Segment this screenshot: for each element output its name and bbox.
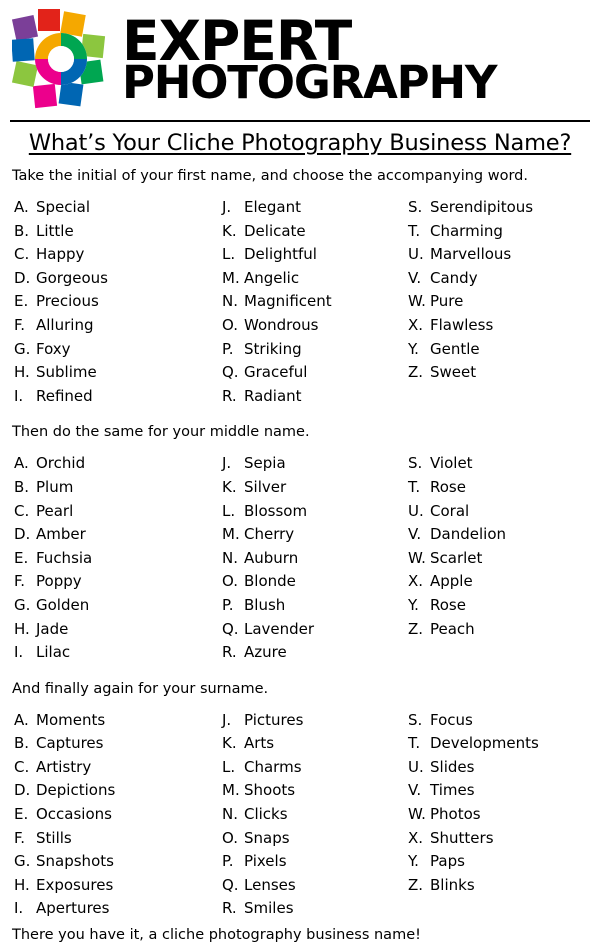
list-item-letter: F. bbox=[14, 315, 25, 334]
list-item-word: Arts bbox=[244, 734, 275, 753]
list-item-letter: P. bbox=[222, 595, 234, 614]
list-item-letter: O. bbox=[222, 828, 238, 847]
list-item-letter: U. bbox=[408, 245, 424, 264]
list-item-word: Dandelion bbox=[430, 525, 507, 544]
list-item-word: Lenses bbox=[244, 875, 296, 894]
list-item-word: Pearl bbox=[36, 501, 74, 520]
header-divider bbox=[10, 120, 590, 122]
list-item-letter: D. bbox=[14, 268, 31, 287]
list-item bbox=[222, 196, 408, 220]
list-item-letter: E. bbox=[14, 805, 29, 824]
list-item-letter: Y. bbox=[408, 595, 419, 614]
list-item-word: Foxy bbox=[36, 339, 71, 358]
list-item bbox=[408, 500, 588, 524]
list-item-letter: W. bbox=[408, 292, 426, 311]
list-item-word: Sepia bbox=[244, 454, 286, 473]
list-item-letter: D. bbox=[14, 525, 31, 544]
list-item-letter: E. bbox=[14, 292, 29, 311]
word-column bbox=[408, 709, 588, 921]
list-item bbox=[222, 267, 408, 291]
list-item-word: Depictions bbox=[36, 781, 116, 800]
list-item-word: Amber bbox=[36, 525, 86, 544]
list-item bbox=[14, 779, 222, 803]
list-item-letter: X. bbox=[408, 315, 424, 334]
word-column bbox=[222, 709, 408, 921]
list-item bbox=[222, 732, 408, 756]
list-item-letter: A. bbox=[14, 454, 29, 473]
list-item-word: Developments bbox=[430, 734, 539, 753]
list-item bbox=[14, 756, 222, 780]
word-list-middle-name bbox=[10, 452, 590, 664]
list-item bbox=[14, 220, 222, 244]
list-item bbox=[222, 361, 408, 385]
list-item-letter: T. bbox=[408, 734, 421, 753]
list-item-letter: B. bbox=[14, 734, 30, 753]
list-item-word: Wondrous bbox=[244, 315, 319, 334]
list-item bbox=[408, 618, 588, 642]
list-item-word: Rose bbox=[430, 477, 466, 496]
list-item-word: Golden bbox=[36, 595, 90, 614]
list-item bbox=[14, 290, 222, 314]
brand-line-2: PHOTOGRAPHY bbox=[122, 56, 497, 110]
list-item-word: Poppy bbox=[36, 572, 82, 591]
list-item-letter: T. bbox=[408, 221, 421, 240]
list-item bbox=[408, 803, 588, 827]
list-item-letter: G. bbox=[14, 852, 31, 871]
list-item-word: Snapshots bbox=[36, 852, 114, 871]
list-item-word: Orchid bbox=[36, 454, 86, 473]
list-item bbox=[408, 196, 588, 220]
list-item-letter: L. bbox=[222, 245, 236, 264]
list-item bbox=[222, 523, 408, 547]
list-item-word: Pixels bbox=[244, 852, 287, 871]
color-wheel-squares-icon bbox=[12, 9, 116, 113]
list-item-letter: N. bbox=[222, 548, 238, 567]
list-item-letter: G. bbox=[14, 595, 31, 614]
list-item-word: Sweet bbox=[430, 363, 477, 382]
word-column bbox=[222, 196, 408, 408]
list-item-word: Blush bbox=[244, 595, 286, 614]
word-list-surname bbox=[10, 709, 590, 921]
list-item-word: Lavender bbox=[244, 619, 315, 638]
list-item-letter: M. bbox=[222, 525, 240, 544]
list-item-word: Snaps bbox=[244, 828, 290, 847]
list-item-word: Plum bbox=[36, 477, 74, 496]
list-item-word: Blonde bbox=[244, 572, 296, 591]
list-item-letter: U. bbox=[408, 501, 424, 520]
list-item-letter: Q. bbox=[222, 875, 239, 894]
list-item bbox=[14, 827, 222, 851]
list-item-letter: K. bbox=[222, 221, 237, 240]
list-item-letter: Q. bbox=[222, 363, 239, 382]
list-item-word: Cherry bbox=[244, 525, 295, 544]
list-item-letter: I. bbox=[14, 899, 24, 918]
word-column bbox=[10, 452, 222, 664]
list-item-letter: Y. bbox=[408, 852, 419, 871]
list-item-letter: K. bbox=[222, 734, 237, 753]
list-item bbox=[222, 452, 408, 476]
instruction-first-name: Take the initial of your first name, and choose the accompanying word. bbox=[12, 168, 528, 184]
list-item-letter: M. bbox=[222, 268, 240, 287]
list-item-word: Coral bbox=[430, 501, 470, 520]
list-item bbox=[408, 709, 588, 733]
list-item-word: Sublime bbox=[36, 363, 97, 382]
list-item bbox=[408, 547, 588, 571]
list-item bbox=[14, 709, 222, 733]
list-item-word: Lilac bbox=[36, 643, 71, 662]
list-item bbox=[408, 243, 588, 267]
list-item bbox=[14, 500, 222, 524]
list-item bbox=[14, 641, 222, 665]
list-item bbox=[408, 338, 588, 362]
list-item-letter: K. bbox=[222, 477, 237, 496]
list-item bbox=[408, 290, 588, 314]
list-item-word: Delightful bbox=[244, 245, 317, 264]
list-item bbox=[408, 594, 588, 618]
list-item-word: Focus bbox=[430, 710, 473, 729]
list-item-word: Magnificent bbox=[244, 292, 332, 311]
list-item-letter: V. bbox=[408, 268, 422, 287]
list-item bbox=[222, 709, 408, 733]
list-item-letter: F. bbox=[14, 572, 25, 591]
list-item bbox=[222, 803, 408, 827]
list-item-word: Radiant bbox=[244, 386, 302, 405]
list-item-word: Delicate bbox=[244, 221, 306, 240]
list-item bbox=[14, 243, 222, 267]
list-item bbox=[222, 290, 408, 314]
list-item bbox=[14, 594, 222, 618]
list-item bbox=[14, 618, 222, 642]
list-item bbox=[14, 338, 222, 362]
list-item bbox=[222, 243, 408, 267]
list-item-word: Alluring bbox=[36, 315, 94, 334]
list-item-word: Pure bbox=[430, 292, 464, 311]
list-item-word: Shutters bbox=[430, 828, 494, 847]
list-item bbox=[408, 874, 588, 898]
list-item-letter: S. bbox=[408, 454, 423, 473]
word-column bbox=[408, 196, 588, 408]
list-item-word: Jade bbox=[36, 619, 69, 638]
list-item-letter: W. bbox=[408, 548, 426, 567]
list-item-letter: A. bbox=[14, 710, 29, 729]
list-item bbox=[14, 874, 222, 898]
list-item-word: Violet bbox=[430, 454, 473, 473]
list-item bbox=[408, 850, 588, 874]
list-item bbox=[222, 618, 408, 642]
list-item-word: Angelic bbox=[244, 268, 300, 287]
list-item-word: Occasions bbox=[36, 805, 112, 824]
list-item-letter: P. bbox=[222, 852, 234, 871]
list-item-letter: U. bbox=[408, 757, 424, 776]
list-item-word: Striking bbox=[244, 339, 302, 358]
list-item bbox=[408, 220, 588, 244]
list-item bbox=[222, 594, 408, 618]
list-item-word: Captures bbox=[36, 734, 104, 753]
list-item-letter: T. bbox=[408, 477, 421, 496]
list-item bbox=[222, 827, 408, 851]
word-column bbox=[10, 709, 222, 921]
list-item-word: Charming bbox=[430, 221, 503, 240]
list-item bbox=[408, 476, 588, 500]
word-column bbox=[222, 452, 408, 664]
list-item-word: Auburn bbox=[244, 548, 299, 567]
list-item-letter: N. bbox=[222, 805, 238, 824]
list-item-word: Gorgeous bbox=[36, 268, 108, 287]
list-item-letter: J. bbox=[222, 454, 232, 473]
list-item-letter: J. bbox=[222, 198, 232, 216]
list-item bbox=[222, 547, 408, 571]
list-item bbox=[408, 732, 588, 756]
list-item-letter: H. bbox=[14, 363, 30, 382]
list-item bbox=[14, 523, 222, 547]
list-item-word: Refined bbox=[36, 386, 93, 405]
list-item-word: Blossom bbox=[244, 501, 308, 520]
list-item-word: Happy bbox=[36, 245, 85, 264]
list-item-word: Pictures bbox=[244, 710, 304, 729]
list-item-word: Charms bbox=[244, 757, 302, 776]
list-item-letter: I. bbox=[14, 386, 24, 405]
list-item-word: Photos bbox=[430, 805, 481, 824]
list-item-word: Peach bbox=[430, 619, 475, 638]
word-column bbox=[10, 196, 222, 408]
list-item-word: Stills bbox=[36, 828, 72, 847]
list-item-letter: P. bbox=[222, 339, 234, 358]
list-item-word: Marvellous bbox=[430, 245, 512, 264]
list-item bbox=[222, 570, 408, 594]
instruction-middle-name: Then do the same for your middle name. bbox=[12, 424, 310, 441]
list-item bbox=[408, 570, 588, 594]
list-item-word: Rose bbox=[430, 595, 466, 614]
list-item-word: Fuchsia bbox=[36, 548, 93, 567]
list-item bbox=[222, 641, 408, 665]
list-item-letter: A. bbox=[14, 198, 29, 216]
list-item-letter: Z. bbox=[408, 619, 424, 638]
list-item-word: Apertures bbox=[36, 899, 110, 918]
list-item-letter: S. bbox=[408, 710, 423, 729]
list-item-letter: W. bbox=[408, 805, 426, 824]
list-item-word: Slides bbox=[430, 757, 475, 776]
list-item-word: Special bbox=[36, 198, 91, 216]
list-item bbox=[222, 385, 408, 409]
list-item bbox=[14, 476, 222, 500]
list-item-letter: C. bbox=[14, 501, 30, 520]
list-item-letter: V. bbox=[408, 525, 422, 544]
list-item bbox=[222, 874, 408, 898]
list-item bbox=[408, 267, 588, 291]
list-item-letter: H. bbox=[14, 875, 30, 894]
list-item-word: Little bbox=[36, 221, 74, 240]
list-item-word: Elegant bbox=[244, 198, 301, 216]
list-item-word: Gentle bbox=[430, 339, 480, 358]
list-item-letter: L. bbox=[222, 501, 236, 520]
footer-text: There you have it, a cliche photography business name! bbox=[12, 927, 421, 944]
list-item-letter: Q. bbox=[222, 619, 239, 638]
list-item-word: Moments bbox=[36, 710, 106, 729]
list-item-word: Candy bbox=[430, 268, 478, 287]
list-item-letter: X. bbox=[408, 572, 424, 591]
list-item-letter: D. bbox=[14, 781, 31, 800]
list-item-letter: R. bbox=[222, 899, 237, 918]
list-item bbox=[14, 196, 222, 220]
list-item-letter: I. bbox=[14, 643, 24, 662]
list-item bbox=[14, 570, 222, 594]
word-list-first-name bbox=[10, 196, 590, 408]
list-item bbox=[14, 803, 222, 827]
list-item bbox=[222, 314, 408, 338]
site-header bbox=[10, 0, 590, 118]
list-item-letter: L. bbox=[222, 757, 236, 776]
list-item bbox=[14, 850, 222, 874]
list-item-word: Precious bbox=[36, 292, 99, 311]
list-item-word: Shoots bbox=[244, 781, 296, 800]
list-item-word: Smiles bbox=[244, 899, 294, 918]
list-item bbox=[222, 476, 408, 500]
list-item-letter: M. bbox=[222, 781, 240, 800]
list-item bbox=[408, 827, 588, 851]
list-item bbox=[222, 756, 408, 780]
list-item bbox=[408, 756, 588, 780]
list-item-word: Flawless bbox=[430, 315, 494, 334]
list-item-letter: G. bbox=[14, 339, 31, 358]
list-item-word: Paps bbox=[430, 852, 465, 871]
list-item-letter: C. bbox=[14, 245, 30, 264]
list-item-letter: E. bbox=[14, 548, 29, 567]
list-item bbox=[14, 732, 222, 756]
list-item-letter: R. bbox=[222, 386, 237, 405]
brand-line-1: EXPERT bbox=[122, 9, 352, 73]
list-item-letter: F. bbox=[14, 828, 25, 847]
list-item-word: Blinks bbox=[430, 875, 475, 894]
list-item-letter: O. bbox=[222, 572, 238, 591]
instruction-surname: And finally again for your surname. bbox=[12, 680, 269, 697]
list-item bbox=[222, 338, 408, 362]
list-item bbox=[408, 452, 588, 476]
list-item bbox=[14, 314, 222, 338]
list-item bbox=[408, 314, 588, 338]
list-item bbox=[222, 850, 408, 874]
list-item-letter: R. bbox=[222, 643, 237, 662]
list-item bbox=[14, 361, 222, 385]
list-item-word: Apple bbox=[430, 572, 473, 591]
list-item-letter: Z. bbox=[408, 875, 424, 894]
brand-wordmark bbox=[122, 9, 497, 110]
list-item-letter: J. bbox=[222, 710, 232, 729]
list-item-word: Times bbox=[430, 781, 475, 800]
list-item-word: Exposures bbox=[36, 875, 114, 894]
list-item bbox=[14, 267, 222, 291]
list-item-word: Serendipitous bbox=[430, 198, 534, 216]
list-item-letter: S. bbox=[408, 198, 423, 216]
list-item bbox=[408, 779, 588, 803]
list-item-word: Scarlet bbox=[430, 548, 483, 567]
list-item bbox=[408, 523, 588, 547]
list-item bbox=[222, 500, 408, 524]
list-item bbox=[14, 452, 222, 476]
list-item bbox=[222, 779, 408, 803]
list-item-word: Artistry bbox=[36, 757, 92, 776]
list-item bbox=[14, 385, 222, 409]
list-item bbox=[14, 897, 222, 921]
list-item-word: Graceful bbox=[244, 363, 308, 382]
list-item-letter: H. bbox=[14, 619, 30, 638]
list-item bbox=[222, 220, 408, 244]
list-item-letter: B. bbox=[14, 477, 30, 496]
list-item-letter: Z. bbox=[408, 363, 424, 382]
page-title: What’s Your Cliche Photography Business Name? bbox=[28, 130, 572, 156]
list-item-word: Clicks bbox=[244, 805, 288, 824]
list-item bbox=[14, 547, 222, 571]
list-item-word: Azure bbox=[244, 643, 287, 662]
list-item bbox=[408, 361, 588, 385]
list-item-letter: N. bbox=[222, 292, 238, 311]
list-item-letter: V. bbox=[408, 781, 422, 800]
list-item bbox=[222, 897, 408, 921]
word-column bbox=[408, 452, 588, 664]
list-item-letter: Y. bbox=[408, 339, 419, 358]
list-item-letter: B. bbox=[14, 221, 30, 240]
list-item-word: Silver bbox=[244, 477, 287, 496]
list-item-letter: O. bbox=[222, 315, 238, 334]
list-item-letter: C. bbox=[14, 757, 30, 776]
list-item-letter: X. bbox=[408, 828, 424, 847]
